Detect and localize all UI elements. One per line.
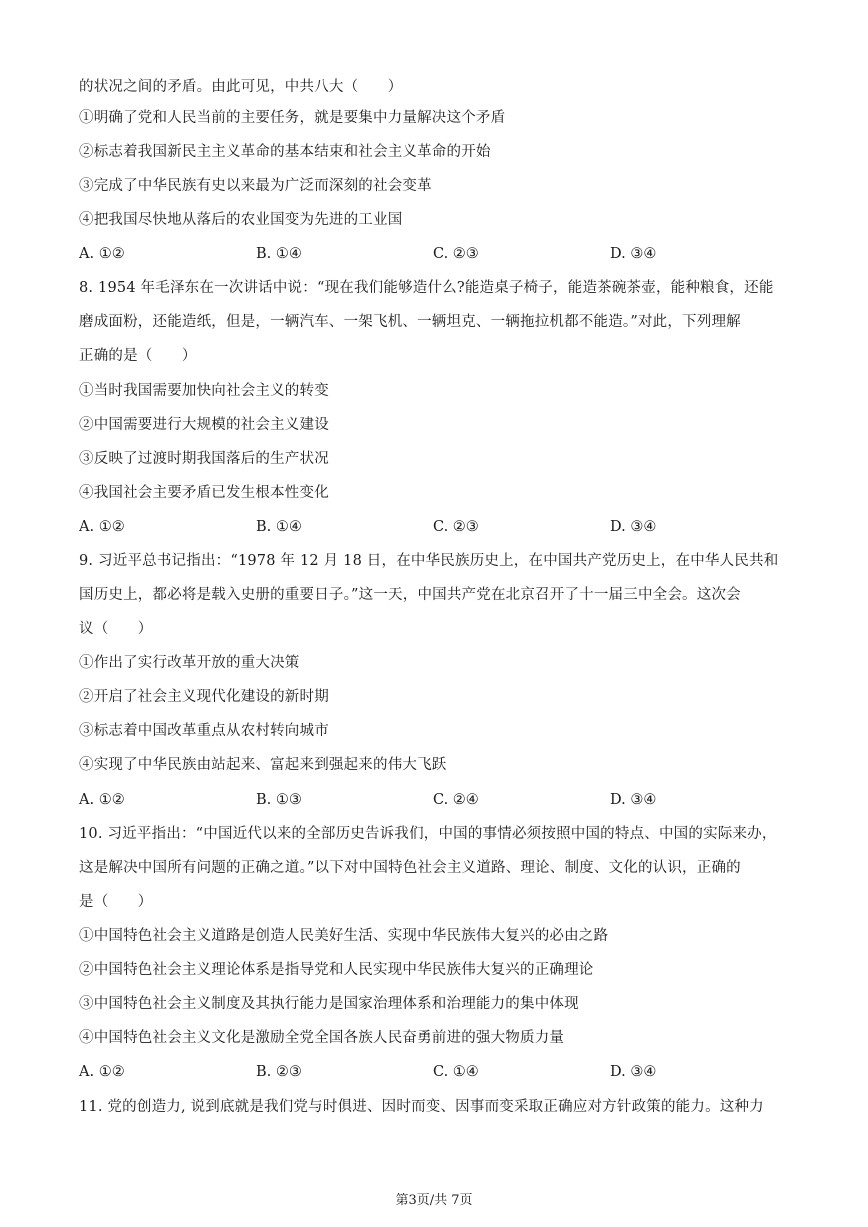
q10-stem-line-2: 这是解决中国所有问题的正确之道。”以下对中国特色社会主义道路、理论、制度、文化的认识，正确的 bbox=[79, 860, 741, 876]
q9-option-c[interactable]: C. ②④ bbox=[433, 792, 479, 808]
q7-stem-tail: 的状况之间的矛盾。由此可见，中共八大（ ） bbox=[79, 79, 403, 95]
q9-option-d[interactable]: D. ③④ bbox=[610, 792, 657, 808]
q9-stem-line-2: 国历史上，都必将是载入史册的重要日子。”这一天，中国共产党在北京召开了十一届三中全会。这次会 bbox=[79, 587, 741, 603]
q8-option-c[interactable]: C. ②③ bbox=[433, 519, 479, 535]
q8-option-b[interactable]: B. ①④ bbox=[256, 519, 302, 535]
q7-item-1: ①明确了党和人民当前的主要任务，就是要集中力量解决这个矛盾 bbox=[79, 110, 506, 126]
q8-item-2: ②中国需要进行大规模的社会主义建设 bbox=[79, 417, 329, 433]
q10-option-b[interactable]: B. ②③ bbox=[256, 1064, 302, 1080]
q7-item-3: ③完成了中华民族有史以来最为广泛而深刻的社会变革 bbox=[79, 178, 432, 194]
q10-option-d[interactable]: D. ③④ bbox=[610, 1064, 657, 1080]
q10-item-2: ②中国特色社会主义理论体系是指导党和人民实现中华民族伟大复兴的正确理论 bbox=[79, 962, 594, 978]
q11-stem-line-1: 11. 党的创造力, 说到底就是我们党与时俱进、因时而变、因事而变采取正确应对方针政策的能力。这种力 bbox=[79, 1099, 764, 1115]
q8-item-1: ①当时我国需要加快向社会主义的转变 bbox=[79, 383, 329, 399]
q10-item-4: ④中国特色社会主义文化是激励全党全国各族人民奋勇前进的强大物质力量 bbox=[79, 1030, 565, 1046]
q10-item-1: ①中国特色社会主义道路是创造人民美好生活、实现中华民族伟大复兴的必由之路 bbox=[79, 928, 609, 944]
q7-option-c[interactable]: C. ②③ bbox=[433, 246, 479, 262]
q9-item-2: ②开启了社会主义现代化建设的新时期 bbox=[79, 689, 329, 705]
q8-options bbox=[79, 517, 799, 537]
q8-option-a[interactable]: A. ①② bbox=[79, 519, 125, 535]
q7-item-2: ②标志着我国新民主主义革命的基本结束和社会主义革命的开始 bbox=[79, 144, 491, 160]
q9-item-4: ④实现了中华民族由站起来、富起来到强起来的伟大飞跃 bbox=[79, 757, 447, 773]
q9-option-a[interactable]: A. ①② bbox=[79, 792, 125, 808]
q8-option-d[interactable]: D. ③④ bbox=[610, 519, 657, 535]
q10-option-c[interactable]: C. ①④ bbox=[433, 1064, 479, 1080]
page-footer: 第3页/共 7页 bbox=[395, 1193, 473, 1208]
q10-stem-line-3: 是（ ） bbox=[79, 894, 153, 910]
q9-item-1: ①作出了实行改革开放的重大决策 bbox=[79, 655, 300, 671]
q7-option-a[interactable]: A. ①② bbox=[79, 246, 125, 262]
q7-option-d[interactable]: D. ③④ bbox=[610, 246, 657, 262]
q7-item-4: ④把我国尽快地从落后的农业国变为先进的工业国 bbox=[79, 212, 403, 228]
q10-item-3: ③中国特色社会主义制度及其执行能力是国家治理体系和治理能力的集中体现 bbox=[79, 996, 579, 1012]
q9-stem-line-1: 9. 习近平总书记指出：“1978 年 12 月 18 日，在中华民族历史上，在中国共产党历史上，在中华人民共和 bbox=[79, 553, 779, 569]
q7-option-b[interactable]: B. ①④ bbox=[256, 246, 302, 262]
q9-stem-line-3: 议（ ） bbox=[79, 621, 153, 637]
q8-stem-line-1: 8. 1954 年毛泽东在一次讲话中说：“现在我们能够造什么?能造桌子椅子，能造茶碗茶壶，能种粮食，还能 bbox=[79, 280, 774, 296]
q9-options bbox=[79, 790, 799, 810]
q8-item-4: ④我国社会主要矛盾已发生根本性变化 bbox=[79, 485, 329, 501]
q10-stem-line-1: 10. 习近平指出：“中国近代以来的全部历史告诉我们，中国的事情必须按照中国的特点、中国的实际来办， bbox=[79, 826, 777, 842]
q7-options bbox=[79, 244, 799, 264]
q9-item-3: ③标志着中国改革重点从农村转向城市 bbox=[79, 723, 329, 739]
q10-options bbox=[79, 1062, 799, 1082]
q8-stem-line-2: 磨成面粉，还能造纸，但是，一辆汽车、一架飞机、一辆坦克、一辆拖拉机都不能造。”对此，下列理解 bbox=[79, 314, 741, 330]
q9-option-b[interactable]: B. ①③ bbox=[256, 792, 302, 808]
q10-option-a[interactable]: A. ①② bbox=[79, 1064, 125, 1080]
q8-stem-line-3: 正确的是（ ） bbox=[79, 348, 197, 364]
q8-item-3: ③反映了过渡时期我国落后的生产状况 bbox=[79, 451, 329, 467]
